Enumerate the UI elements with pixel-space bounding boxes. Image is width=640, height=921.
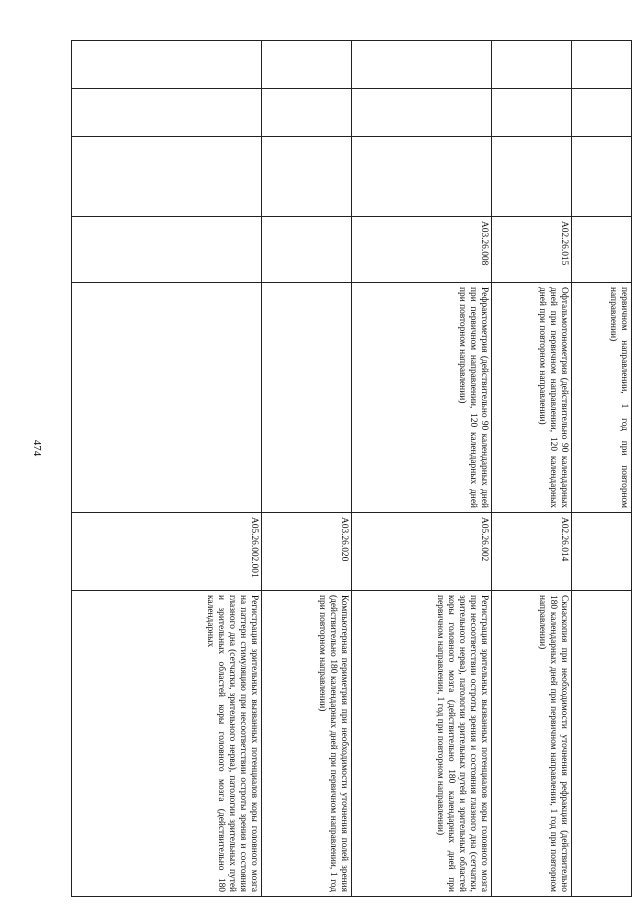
right-code-cell (572, 513, 632, 591)
table-cell-empty (352, 89, 492, 137)
left-text-cell: Офтальмотонометрия (действительно 90 календарных дней при первичном направлении, 120 календарных дней при повторном направлении) (492, 283, 572, 513)
right-text-cell: Регистрация зрительных вызванных потенциалов коры головного мозга на паттерн стимуляцию при несоответствии остроты зрения и состояния глазного дна (сетчатки, зрительного нерва), патологии зрительных путей и зрительных областей коры головного мозга (действительно 180 календарных (72, 591, 262, 897)
right-code-cell: A03.26.020 (262, 513, 352, 591)
left-code-cell (72, 217, 262, 283)
left-code-cell: A02.26.015 (492, 217, 572, 283)
table-cell-empty (492, 41, 572, 89)
left-text-cell: Рефрактометрия (действительно 90 календарных дней при первичном направлении, 120 календарных дней при повторном направлении) (352, 283, 492, 513)
left-code-cell (262, 217, 352, 283)
page-number: 474 (31, 439, 43, 457)
table-row (572, 41, 632, 897)
left-code-cell (572, 217, 632, 283)
table-cell-empty (262, 41, 352, 89)
table-cell-empty (262, 137, 352, 217)
table-cell-empty (572, 41, 632, 89)
table-cell-empty (72, 41, 262, 89)
right-text-cell: Компьютерная периметрия при необходимости уточнения полей зрения (действительно 180 календарных дней при первичном направлении, 1 год при повторном направлении) (262, 591, 352, 897)
table-cell-empty (262, 89, 352, 137)
table-row (72, 41, 262, 897)
table-row (262, 41, 352, 897)
table-cell-empty (572, 137, 632, 217)
table-cell-empty (492, 137, 572, 217)
table-cell-empty (352, 137, 492, 217)
right-text-cell: Скиаскопия при необходимости уточнения рефракции (действительно 180 календарных дней при первичном направлении, 1 год при повторном направлении) (492, 591, 572, 897)
requirements-table (71, 40, 632, 897)
left-text-cell (262, 283, 352, 513)
left-code-cell: A03.26.008 (352, 217, 492, 283)
table-cell-empty (72, 137, 262, 217)
table-cell-empty (572, 89, 632, 137)
table-row (492, 41, 572, 897)
table-cell-empty (352, 41, 492, 89)
rotated-table-container (72, 40, 632, 896)
right-code-cell: A05.26.002 (352, 513, 492, 591)
left-text-cell: первичном направлении, 1 год при повторном направлении) (572, 283, 632, 513)
table-cell-empty (492, 89, 572, 137)
table-row (352, 41, 492, 897)
right-text-cell (572, 591, 632, 897)
table-cell-empty (72, 89, 262, 137)
right-code-cell: A02.26.014 (492, 513, 572, 591)
right-code-cell: A05.26.002.001 (72, 513, 262, 591)
left-text-cell (72, 283, 262, 513)
right-text-cell: Регистрация зрительных вызванных потенциалов коры головного мозга при несоответствии остроты зрения и состояния глазного дна (сетчатки, зрительного нерва), патологии зрительных путей и зрительных областей коры головного мозга (действительно 180 календарных дней при первичном направлении, 1 год при повторном направлении) (352, 591, 492, 897)
